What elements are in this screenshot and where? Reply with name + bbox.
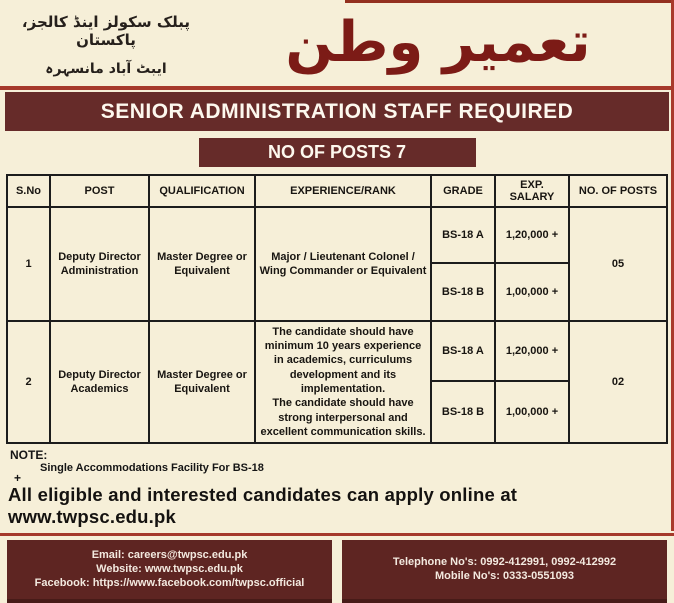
cell-no-of-posts: 02 xyxy=(569,321,667,443)
col-header-salary: EXP. SALARY xyxy=(495,175,569,207)
cell-no-of-posts: 05 xyxy=(569,207,667,321)
cell-post: Deputy Director Academics xyxy=(50,321,149,443)
contact-box-phone xyxy=(342,540,667,603)
note-section xyxy=(10,448,664,485)
table-header-row xyxy=(7,175,667,207)
top-border-line xyxy=(345,0,674,3)
footer-contacts xyxy=(0,536,674,603)
cell-grade: BS-18 B xyxy=(431,381,495,443)
separator-line xyxy=(0,86,674,90)
col-header-sno: S.No xyxy=(7,175,50,207)
cell-sno: 2 xyxy=(7,321,50,443)
cell-grade: BS-18 A xyxy=(431,207,495,263)
masthead xyxy=(0,0,674,86)
note-bullet: + xyxy=(14,471,22,485)
no-of-posts-banner: NO OF POSTS 7 xyxy=(199,138,476,167)
cell-experience: Major / Lieutenant Colonel / Wing Commander or Equivalent xyxy=(255,207,431,321)
contact-telephone: Telephone No's: 0992-412991, 0992-412992 xyxy=(392,556,617,568)
cell-salary: 1,00,000 + xyxy=(495,381,569,443)
cell-grade: BS-18 B xyxy=(431,263,495,321)
cell-sno: 1 xyxy=(7,207,50,321)
table-row xyxy=(7,321,667,381)
cell-experience xyxy=(255,321,431,443)
table-row xyxy=(7,207,667,263)
contact-box-online xyxy=(7,540,332,603)
organization-line1: پبلک سکولز اینڈ کالجز، پاکستان xyxy=(21,13,191,49)
cell-post: Deputy Director Administration xyxy=(50,207,149,321)
col-header-post: POST xyxy=(50,175,149,207)
cell-salary: 1,20,000 + xyxy=(495,207,569,263)
experience-paragraph: The candidate should have minimum 10 years experience in academics, curriculums development and its implementation. xyxy=(264,325,422,395)
vacancy-table xyxy=(6,174,668,444)
organization-line2: ایبٹ آباد مانسہرہ xyxy=(45,61,167,77)
apply-online-line: All eligible and interested candidates can apply online at www.twpsc.edu.pk xyxy=(8,484,518,527)
cell-qualification: Master Degree or Equivalent xyxy=(149,321,255,443)
masthead-title-urdu: تعمیر وطن xyxy=(285,10,591,75)
col-header-grade: GRADE xyxy=(431,175,495,207)
col-header-experience: EXPERIENCE/RANK xyxy=(255,175,431,207)
col-header-posts: NO. OF POSTS xyxy=(569,175,667,207)
contact-facebook: Facebook: https://www.facebook.com/twpsc.official xyxy=(34,577,305,589)
cell-qualification: Master Degree or Equivalent xyxy=(149,207,255,321)
note-item: Single Accommodations Facility For BS-18 xyxy=(40,462,264,474)
contact-mobile: Mobile No's: 0333-0551093 xyxy=(435,570,574,582)
col-header-qualification: QUALIFICATION xyxy=(149,175,255,207)
cell-salary: 1,20,000 + xyxy=(495,321,569,381)
contact-email: Email: careers@twpsc.edu.pk xyxy=(91,549,248,561)
organization-name-urdu xyxy=(0,9,212,77)
contact-website: Website: www.twpsc.edu.pk xyxy=(96,563,243,575)
note-label: NOTE: xyxy=(10,448,48,462)
experience-paragraph: The candidate should have strong interpersonal and excellent communication skills. xyxy=(260,397,426,438)
cell-salary: 1,00,000 + xyxy=(495,263,569,321)
main-headline-banner: SENIOR ADMINISTRATION STAFF REQUIRED xyxy=(5,92,669,131)
cell-grade: BS-18 A xyxy=(431,321,495,381)
